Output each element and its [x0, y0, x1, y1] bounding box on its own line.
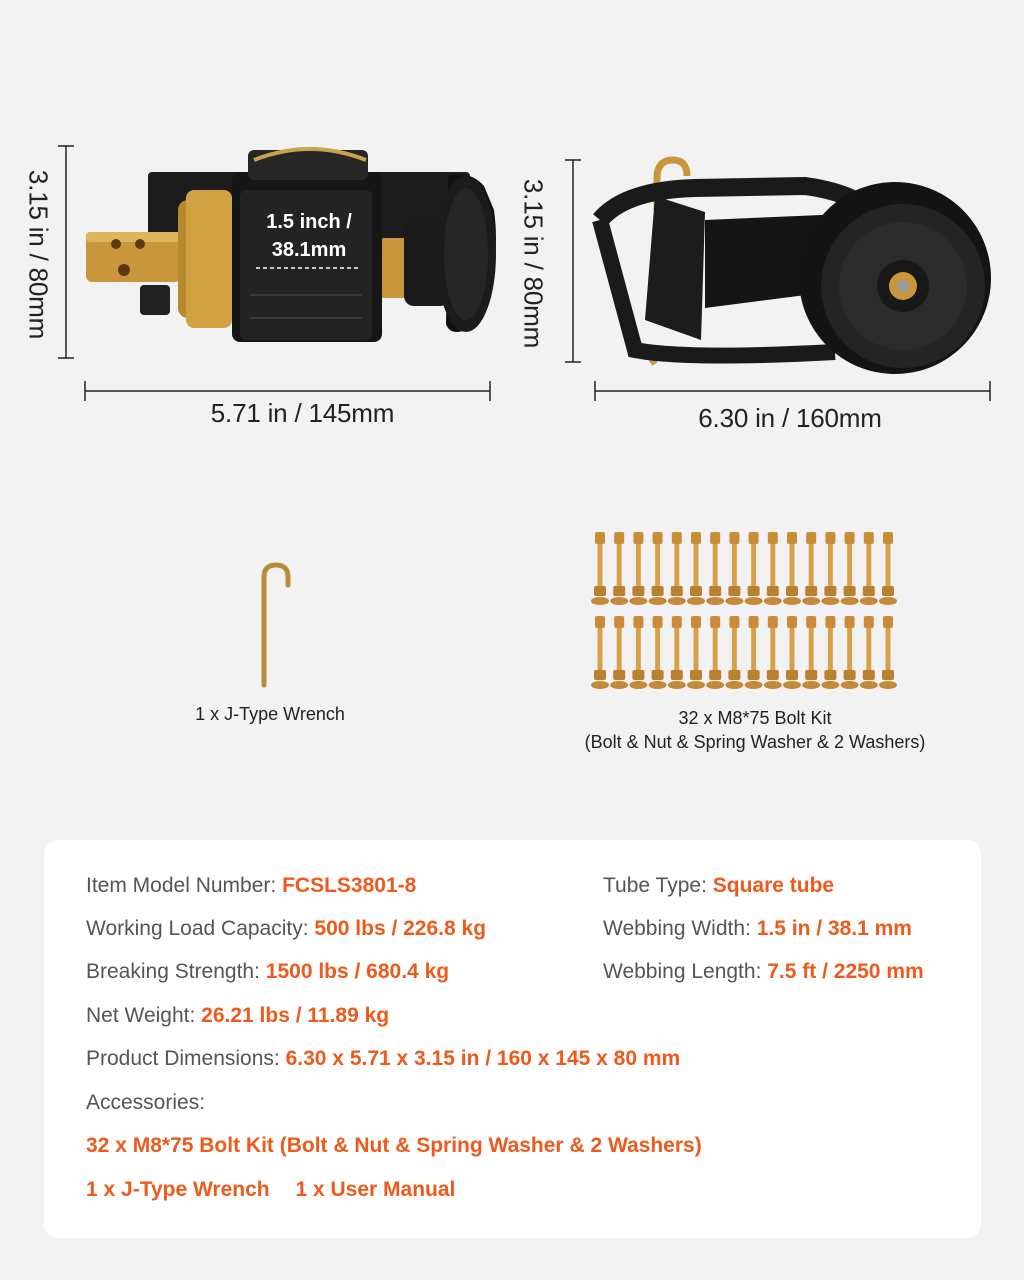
bolt	[802, 532, 820, 605]
bolt	[591, 616, 609, 689]
bolt	[725, 532, 743, 605]
bolt	[706, 532, 724, 605]
spec-accessory-1: 32 x M8*75 Bolt Kit (Bolt & Nut & Spring Washer & 2 Washers)	[86, 1134, 702, 1157]
bolt	[841, 616, 859, 689]
right-height-label: 3.15 in / 80mm	[518, 178, 549, 349]
bolt	[687, 616, 705, 689]
bolt	[764, 532, 782, 605]
wrench-caption: 1 x J-Type Wrench	[195, 704, 345, 724]
spec-webbing-width-value: 1.5 in / 38.1 mm	[756, 917, 912, 940]
spec-webbing-width-label: Webbing Width:	[603, 917, 751, 940]
bolt	[860, 616, 878, 689]
bolt-kit-caption-line1: 32 x M8*75 Bolt Kit	[678, 708, 832, 728]
bolt	[610, 616, 628, 689]
spec-webbing-width	[603, 917, 912, 941]
spec-weight-label: Net Weight:	[86, 1004, 196, 1027]
winch-front-view	[0, 0, 520, 450]
bolt	[745, 616, 763, 689]
spec-tube-label: Tube Type:	[603, 874, 707, 897]
spec-webbing-length-label: Webbing Length:	[603, 960, 762, 983]
winch-side-view	[505, 0, 1024, 450]
spec-model-value: FCSLS3801-8	[282, 874, 417, 897]
spec-accessory-3: 1 x User Manual	[295, 1178, 456, 1201]
bolt	[764, 616, 782, 689]
spec-dimensions	[86, 1047, 680, 1071]
spec-load-label: Working Load Capacity:	[86, 917, 309, 940]
bolt	[821, 532, 839, 605]
bolt	[629, 616, 647, 689]
spec-accessory-row	[86, 1178, 455, 1202]
bolt	[649, 616, 667, 689]
spec-tube-value: Square tube	[712, 874, 835, 897]
strap-width-line2: 38.1mm	[271, 239, 347, 261]
bolt	[668, 532, 686, 605]
winch-side-image	[505, 0, 1024, 450]
bolt	[745, 532, 763, 605]
bolt	[687, 532, 705, 605]
spec-webbing-length-value: 7.5 ft / 2250 mm	[767, 960, 924, 983]
spec-breaking	[86, 960, 449, 984]
specs-card	[44, 840, 981, 1238]
strap-width-label	[250, 208, 368, 264]
spec-webbing-length	[603, 960, 924, 984]
spec-dimensions-value: 6.30 x 5.71 x 3.15 in / 160 x 145 x 80 mm	[285, 1047, 681, 1070]
spec-dimensions-label: Product Dimensions:	[86, 1047, 280, 1070]
bolt	[860, 532, 878, 605]
spec-breaking-label: Breaking Strength:	[86, 960, 260, 983]
spec-weight	[86, 1004, 389, 1028]
bolt	[841, 532, 859, 605]
bolt	[821, 616, 839, 689]
bolt	[725, 616, 743, 689]
bolt-kit-accessory	[560, 530, 950, 760]
left-height-label: 3.15 in / 80mm	[23, 169, 54, 340]
strap-width-line1: 1.5 inch /	[266, 211, 352, 233]
spec-accessory-2: 1 x J-Type Wrench	[86, 1178, 270, 1201]
spec-accessories-label: Accessories:	[86, 1091, 206, 1114]
bolt	[802, 616, 820, 689]
bolt-kit-icon	[560, 530, 950, 695]
bolt-kit-caption-line2: (Bolt & Nut & Spring Washer & 2 Washers)	[584, 732, 926, 752]
bolt-kit-caption	[560, 706, 950, 754]
spec-breaking-value: 1500 lbs / 680.4 kg	[265, 960, 450, 983]
right-width-label: 6.30 in / 160mm	[698, 403, 882, 433]
bolt	[668, 616, 686, 689]
bolt	[629, 532, 647, 605]
bolt	[879, 532, 897, 605]
left-width-label: 5.71 in / 145mm	[210, 398, 395, 428]
spec-model	[86, 874, 416, 898]
bolt	[783, 532, 801, 605]
spec-tube	[603, 874, 834, 898]
bolt	[591, 532, 609, 605]
bolt	[706, 616, 724, 689]
spec-model-label: Item Model Number:	[86, 874, 277, 897]
bolt	[649, 532, 667, 605]
spec-weight-value: 26.21 lbs / 11.89 kg	[201, 1004, 390, 1027]
spec-load	[86, 917, 486, 941]
bolt	[783, 616, 801, 689]
bolt	[610, 532, 628, 605]
j-wrench-icon	[150, 555, 390, 695]
spec-load-value: 500 lbs / 226.8 kg	[314, 917, 487, 940]
bolt	[879, 616, 897, 689]
wrench-accessory	[150, 555, 390, 735]
